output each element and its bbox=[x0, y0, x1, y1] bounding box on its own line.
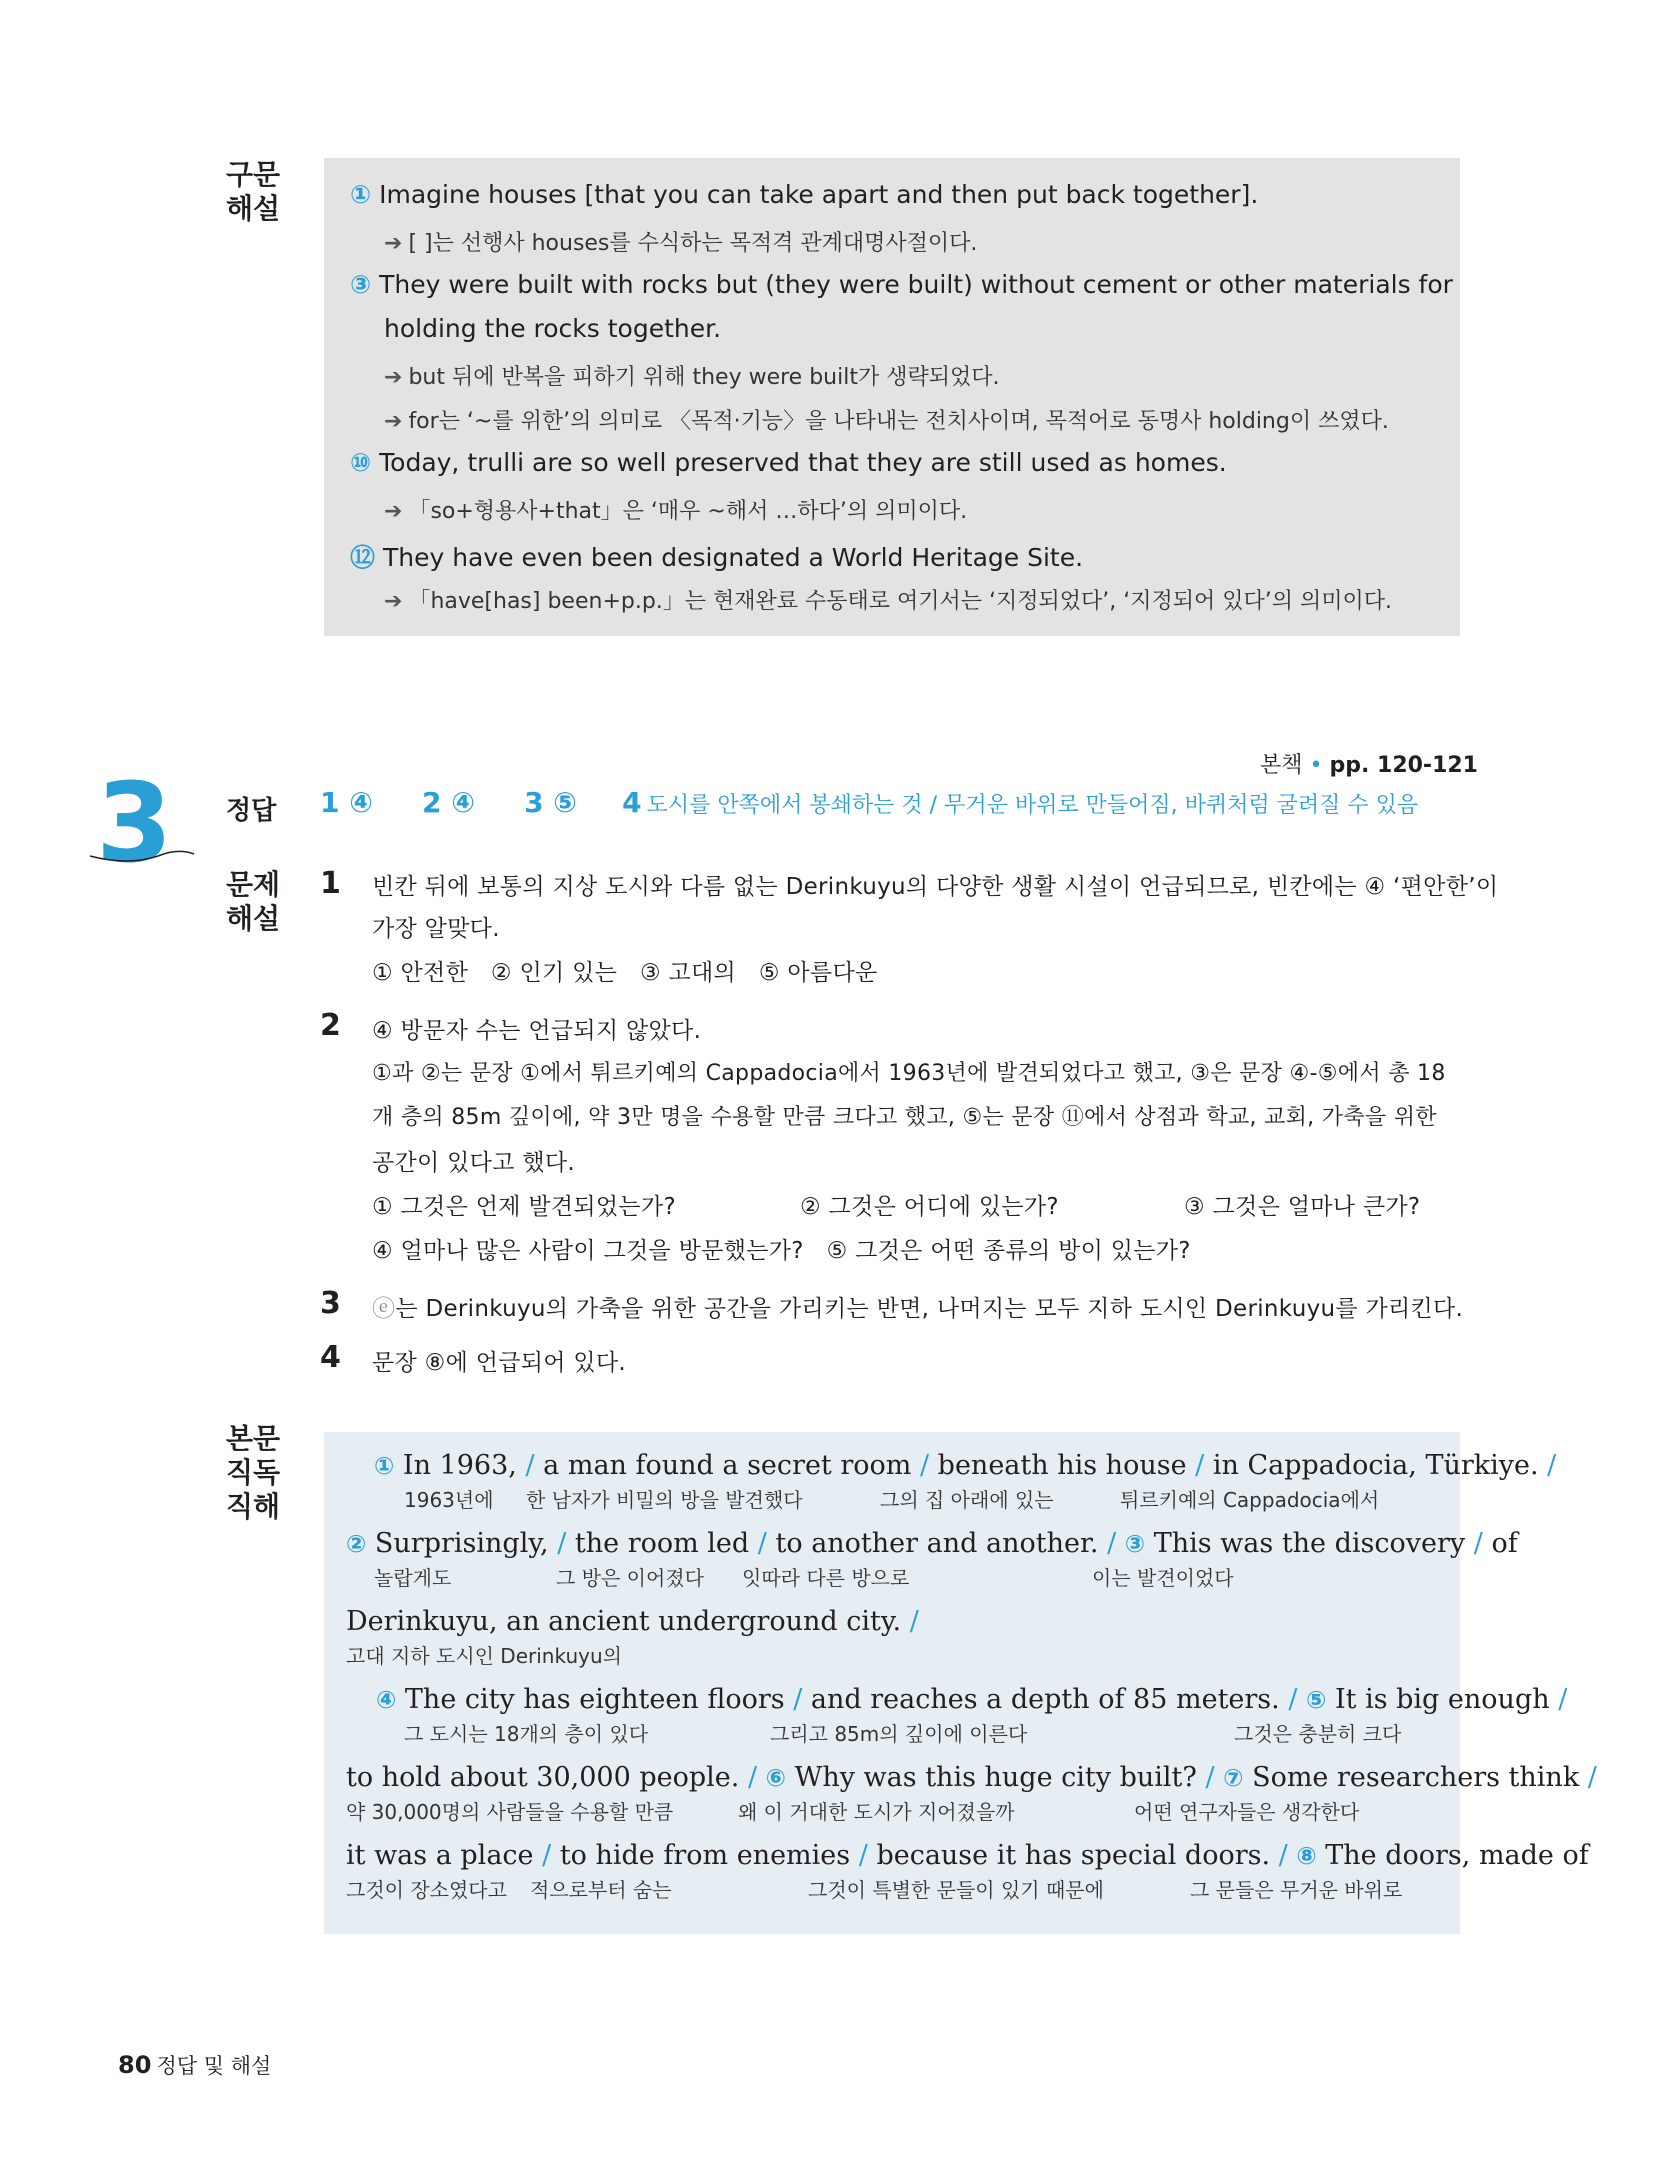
grammar-note bbox=[384, 226, 977, 257]
chunk: The doors, made of bbox=[1325, 1840, 1589, 1871]
chunk: in Cappadocia, Türkiye. bbox=[1212, 1450, 1539, 1481]
chunk-divider: / bbox=[1288, 1684, 1298, 1715]
chunk-divider: / bbox=[757, 1528, 767, 1559]
gloss: 어떤 연구자들은 생각한다 bbox=[1134, 1800, 1360, 1824]
sentence-number: ④ bbox=[376, 1686, 397, 1714]
reading-line-1 bbox=[374, 1450, 1556, 1481]
arrow-icon: ➔ bbox=[384, 589, 403, 614]
chunk: The city has eighteen floors bbox=[404, 1684, 785, 1715]
question-option: ③ 그것은 얼마나 큰가? bbox=[1184, 1194, 1421, 1220]
sentence-number: ⑤ bbox=[1306, 1686, 1327, 1714]
chunk-divider: / bbox=[858, 1840, 868, 1871]
sentence-number: ⑩ bbox=[350, 448, 372, 477]
answer-label: 정답 bbox=[226, 796, 277, 826]
gloss: 1963년에 bbox=[404, 1488, 494, 1512]
gloss: 그것이 특별한 문들이 있기 때문에 bbox=[808, 1878, 1104, 1902]
chunk: Surprisingly, bbox=[374, 1528, 549, 1559]
chunk-divider: / bbox=[1547, 1450, 1557, 1481]
sentence-number: ① bbox=[350, 180, 372, 209]
label-line: 해설 bbox=[226, 902, 281, 935]
chunk-divider: / bbox=[1205, 1762, 1215, 1793]
question-explanation: 개 층의 85m 깊이에, 약 3만 명을 수용할 만큼 크다고 했고, ⑤는 문장 ⑪에서 상점과 학교, 교회, 가축을 위한 bbox=[372, 1105, 1437, 1130]
grammar-item-3 bbox=[350, 270, 1453, 299]
chunk-divider: / bbox=[1587, 1762, 1597, 1793]
gloss: 적으로부터 숨는 bbox=[530, 1878, 672, 1902]
reading-line-6 bbox=[346, 1840, 1589, 1871]
grammar-notes-box bbox=[324, 158, 1460, 636]
page-ref-pages: pp. 120-121 bbox=[1329, 753, 1478, 778]
chunk-divider: / bbox=[525, 1450, 535, 1481]
gloss: 고대 지하 도시인 Derinkuyu의 bbox=[346, 1644, 622, 1668]
gloss: 한 남자가 비밀의 방을 발견했다 bbox=[526, 1488, 803, 1512]
arrow-icon: ➔ bbox=[384, 231, 403, 256]
label-line: 본문 bbox=[226, 1422, 281, 1455]
arrow-icon: ➔ bbox=[384, 409, 403, 434]
sentence-number: ⑥ bbox=[765, 1764, 786, 1792]
question-explanation: ④ 방문자 수는 언급되지 않았다. bbox=[372, 1018, 702, 1044]
reading-box bbox=[324, 1432, 1597, 1934]
chunk: It is big enough bbox=[1334, 1684, 1550, 1715]
grammar-note bbox=[384, 494, 967, 525]
note-text: but 뒤에 반복을 피하기 위해 they were built가 생략되었다. bbox=[408, 365, 1000, 390]
chunk: the room led bbox=[574, 1528, 750, 1559]
question-explanation: ①과 ②는 문장 ①에서 튀르키예의 Cappadocia에서 1963년에 발견되었다고 했고, ③은 문장 ④-⑤에서 총 18 bbox=[372, 1061, 1446, 1086]
explanation-text: 는 Derinkuyu의 가축을 위한 공간을 가리키는 반면, 나머지는 모두 지하 도시인 Derinkuyu를 가리킨다. bbox=[395, 1296, 1464, 1322]
reading-line-4 bbox=[376, 1684, 1567, 1715]
label-line: 해설 bbox=[226, 192, 281, 225]
reading-line-5 bbox=[346, 1762, 1597, 1793]
chunk: to hide from enemies bbox=[559, 1840, 851, 1871]
answer-3: 3 ⑤ bbox=[524, 786, 577, 819]
gloss: 잇따라 다른 방으로 bbox=[742, 1566, 910, 1590]
answer-2: 2 ④ bbox=[422, 786, 475, 819]
answer-4-number: 4 bbox=[622, 786, 642, 819]
chunk: to another and another. bbox=[775, 1528, 1099, 1559]
grammar-section-label bbox=[226, 158, 280, 226]
answer-1: 1 ④ bbox=[320, 786, 373, 819]
bullet-icon: • bbox=[1309, 753, 1323, 778]
question-option: ① 그것은 언제 발견되었는가? bbox=[372, 1194, 676, 1220]
answer-row bbox=[320, 786, 1418, 819]
question-explanation: 가장 알맞다. bbox=[372, 916, 500, 942]
section-number: 3 bbox=[96, 759, 173, 887]
note-text: 「have[has] been+p.p.」는 현재완료 수동태로 여기서는 ‘지정되었다’, ‘지정되어 있다’의 의미이다. bbox=[408, 589, 1393, 614]
chunk-divider: / bbox=[557, 1528, 567, 1559]
page-number: 80 bbox=[118, 2051, 152, 2079]
circled-e-icon: ⓔ bbox=[372, 1296, 396, 1322]
chunk-divider: / bbox=[1107, 1528, 1117, 1559]
problem-section-label bbox=[226, 868, 280, 936]
chunk: In 1963, bbox=[402, 1450, 517, 1481]
sentence-continuation: holding the rocks together. bbox=[384, 314, 722, 343]
grammar-item-10 bbox=[350, 448, 1227, 477]
chunk-divider: / bbox=[1278, 1840, 1288, 1871]
gloss: 그 방은 이어졌다 bbox=[556, 1566, 704, 1590]
chunk-divider: / bbox=[1558, 1684, 1568, 1715]
note-text: [ ]는 선행사 houses를 수식하는 목적격 관계대명사절이다. bbox=[408, 231, 978, 256]
note-text: for는 ‘~를 위한’의 의미로 〈목적·기능〉을 나타내는 전치사이며, 목적어로 동명사 holding이 쓰였다. bbox=[408, 409, 1389, 434]
question-number: 2 bbox=[320, 1008, 341, 1043]
gloss: 튀르키예의 Cappadocia에서 bbox=[1120, 1488, 1380, 1512]
sentence-number: ⑫ bbox=[350, 543, 376, 572]
question-options: ① 안전한 ② 인기 있는 ③ 고대의 ⑤ 아름다운 bbox=[372, 960, 878, 986]
sentence-number: ② bbox=[346, 1530, 367, 1558]
gloss: 그 문들은 무거운 바위로 bbox=[1190, 1878, 1403, 1902]
sentence-text: Today, trulli are so well preserved that they are still used as homes. bbox=[379, 448, 1227, 477]
label-line: 직해 bbox=[226, 1490, 281, 1523]
chunk: because it has special doors. bbox=[876, 1840, 1271, 1871]
gloss: 약 30,000명의 사람들을 수용할 만큼 bbox=[346, 1800, 674, 1824]
question-explanation bbox=[372, 1290, 1463, 1323]
chunk-divider: / bbox=[793, 1684, 803, 1715]
chunk-divider: / bbox=[747, 1762, 758, 1793]
question-explanation: 문장 ⑧에 언급되어 있다. bbox=[372, 1350, 627, 1376]
question-number: 4 bbox=[320, 1340, 341, 1375]
grammar-note bbox=[384, 360, 999, 391]
gloss: 놀랍게도 bbox=[374, 1566, 452, 1590]
chunk-divider: / bbox=[919, 1450, 930, 1481]
gloss: 그리고 85m의 깊이에 이른다 bbox=[770, 1722, 1028, 1746]
chunk: This was the discovery bbox=[1153, 1528, 1466, 1559]
gloss: 이는 발견이었다 bbox=[1092, 1566, 1234, 1590]
reading-line-2 bbox=[346, 1528, 1518, 1559]
grammar-item-12 bbox=[350, 538, 1083, 574]
question-explanation: 공간이 있다고 했다. bbox=[372, 1150, 575, 1176]
sentence-number: ③ bbox=[1124, 1530, 1146, 1558]
arrow-icon: ➔ bbox=[384, 365, 403, 390]
gloss: 왜 이 거대한 도시가 지어졌을까 bbox=[738, 1800, 1015, 1824]
chunk: beneath his house bbox=[937, 1450, 1187, 1481]
question-number: 1 bbox=[320, 866, 341, 901]
page-label: 정답 및 해설 bbox=[156, 2054, 272, 2078]
page-reference bbox=[1260, 748, 1478, 779]
gloss: 그 도시는 18개의 층이 있다 bbox=[404, 1722, 649, 1746]
sentence-text: They were built with rocks but (they were built) without cement or other materials for bbox=[379, 270, 1453, 299]
section-number-swoosh bbox=[88, 842, 198, 868]
question-explanation: 빈칸 뒤에 보통의 지상 도시와 다름 없는 Derinkuyu의 다양한 생활 시설이 언급되므로, 빈칸에는 ④ ‘편안한’이 bbox=[372, 874, 1499, 900]
chunk: Derinkuyu, an ancient underground city. bbox=[346, 1606, 902, 1637]
sentence-number: ⑧ bbox=[1296, 1842, 1317, 1870]
chunk: a man found a secret room bbox=[543, 1450, 912, 1481]
question-option: ④ 얼마나 많은 사람이 그것을 방문했는가? ⑤ 그것은 어떤 종류의 방이 있는가? bbox=[372, 1238, 1191, 1264]
page-ref-label: 본책 bbox=[1260, 753, 1303, 778]
chunk: Why was this huge city built? bbox=[794, 1762, 1197, 1793]
sentence-text: They have even been designated a World Heritage Site. bbox=[382, 543, 1084, 572]
note-text: 「so+형용사+that」은 ‘매우 ~해서 …하다’의 의미이다. bbox=[408, 499, 968, 524]
sentence-number: ③ bbox=[350, 270, 372, 299]
grammar-note bbox=[384, 404, 1389, 435]
chunk: it was a place bbox=[346, 1840, 534, 1871]
label-line: 구문 bbox=[226, 158, 281, 191]
gloss: 그것은 충분히 크다 bbox=[1234, 1722, 1402, 1746]
question-number: 3 bbox=[320, 1286, 341, 1321]
sentence-number: ⑦ bbox=[1223, 1764, 1244, 1792]
label-line: 문제 bbox=[226, 868, 281, 901]
answer-4-text: 도시를 안쪽에서 봉쇄하는 것 / 무거운 바위로 만들어짐, 바퀴처럼 굴려질 수 있음 bbox=[646, 793, 1419, 818]
page-footer bbox=[118, 2050, 271, 2080]
sentence-number: ① bbox=[374, 1452, 395, 1480]
chunk-divider: / bbox=[542, 1840, 552, 1871]
chunk-divider: / bbox=[1473, 1528, 1483, 1559]
grammar-note bbox=[384, 584, 1392, 615]
reading-section-label bbox=[226, 1422, 280, 1524]
question-option: ② 그것은 어디에 있는가? bbox=[800, 1194, 1059, 1220]
chunk: and reaches a depth of 85 meters. bbox=[810, 1684, 1280, 1715]
gloss: 그것이 장소였다고 bbox=[346, 1878, 507, 1902]
arrow-icon: ➔ bbox=[384, 499, 403, 524]
chunk-divider: / bbox=[909, 1606, 919, 1637]
chunk-divider: / bbox=[1195, 1450, 1205, 1481]
grammar-item-1 bbox=[350, 180, 1258, 209]
gloss: 그의 집 아래에 있는 bbox=[880, 1488, 1054, 1512]
sentence-text: Imagine houses [that you can take apart and then put back together]. bbox=[379, 180, 1259, 209]
chunk: Some researchers think bbox=[1252, 1762, 1580, 1793]
label-line: 직독 bbox=[226, 1456, 281, 1489]
chunk: to hold about 30,000 people. bbox=[346, 1762, 740, 1793]
chunk: of bbox=[1491, 1528, 1518, 1559]
reading-line-3 bbox=[346, 1606, 919, 1637]
